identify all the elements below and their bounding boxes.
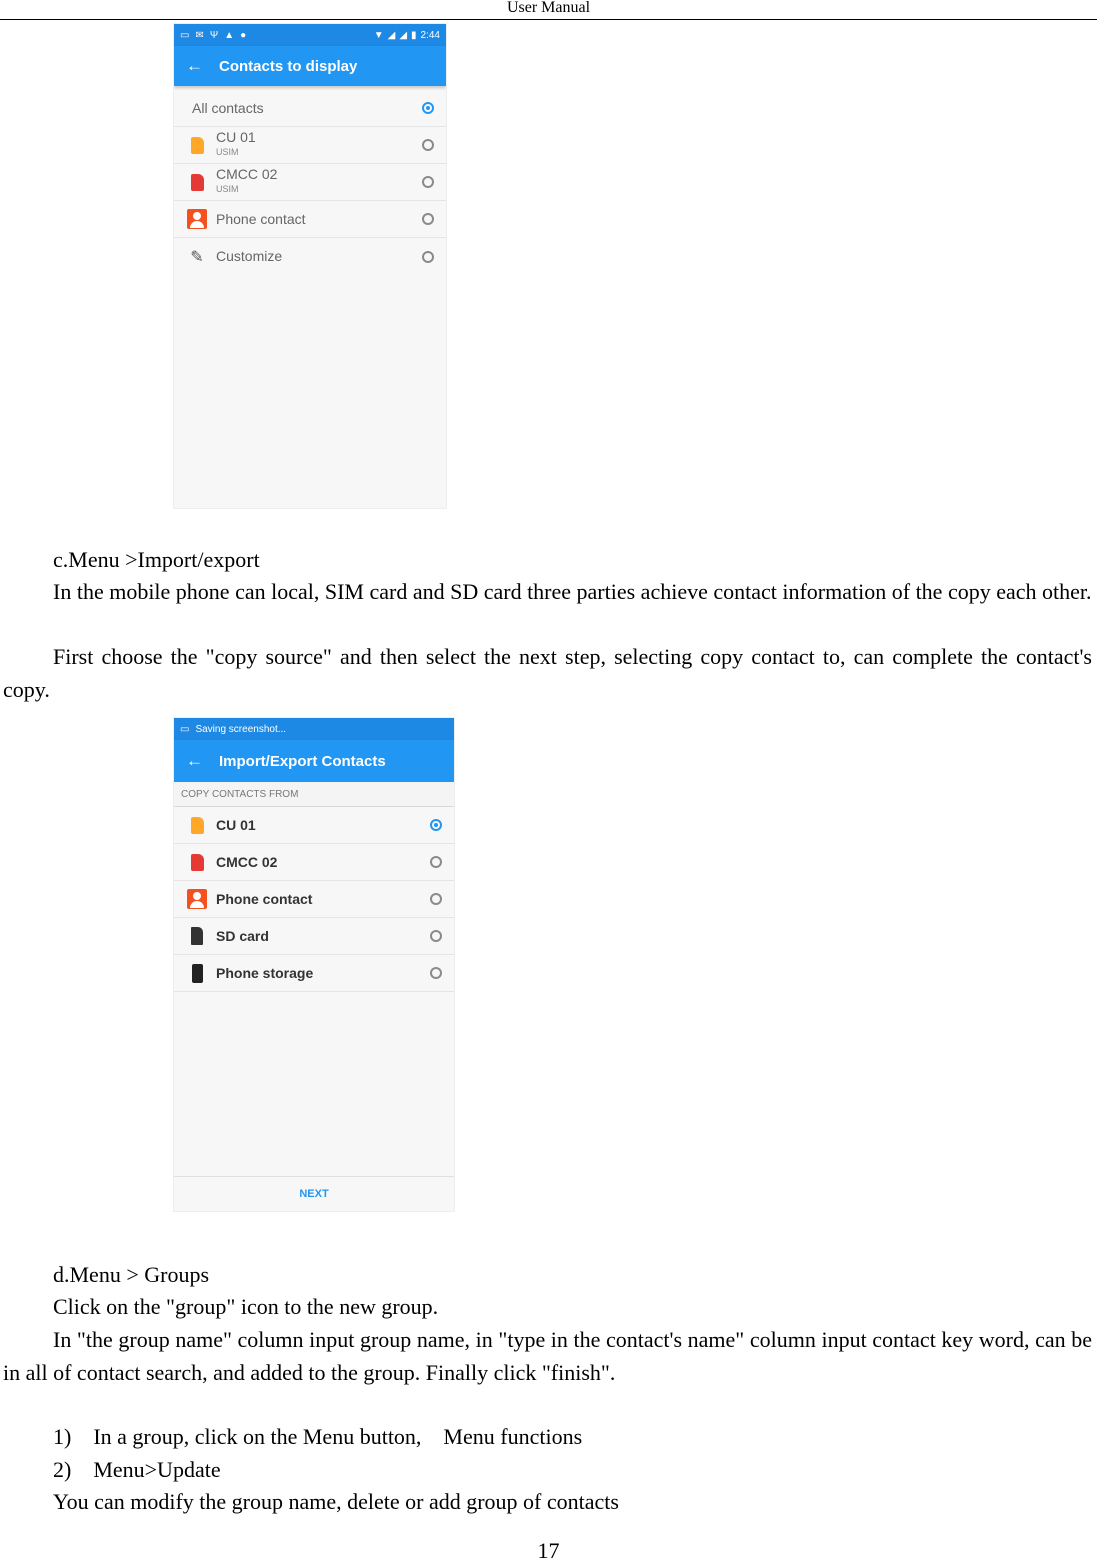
status-time: 2:44: [420, 29, 440, 41]
option-sublabel: USIM: [216, 147, 239, 157]
import-export-screenshot: [174, 718, 454, 1211]
radio-icon[interactable]: [422, 139, 434, 151]
radio-icon[interactable]: [430, 893, 442, 905]
signal-icon-2: ◢: [399, 29, 408, 41]
sim-orange-icon: [186, 814, 208, 836]
radio-icon[interactable]: [422, 176, 434, 188]
option-label: CU 01: [216, 129, 256, 145]
option-text: [216, 168, 422, 196]
usb-icon: Ψ: [209, 29, 219, 41]
option-text: [216, 131, 422, 159]
phone-storage-icon: [186, 962, 208, 984]
screen-title: Import/Export Contacts: [219, 752, 386, 770]
source-sd-card[interactable]: [174, 918, 454, 955]
running-header: [0, 0, 1097, 20]
signal-icon: ◢: [387, 29, 396, 41]
radio-icon[interactable]: [430, 856, 442, 868]
option-sublabel: USIM: [216, 184, 239, 194]
option-label: CMCC 02: [216, 166, 278, 182]
source-label: CU 01: [216, 816, 256, 833]
back-arrow-icon[interactable]: ←: [186, 56, 203, 75]
screenshot-icon: ▭: [180, 723, 190, 735]
option-customize[interactable]: [174, 238, 446, 275]
location-icon: ●: [240, 29, 247, 41]
person-icon: [186, 208, 208, 230]
section-d-paragraph-1: Click on the "group" icon to the new group.: [53, 1294, 439, 1319]
option-label: Customize: [216, 248, 283, 264]
radio-icon[interactable]: [430, 967, 442, 979]
copy-from-label: COPY CONTACTS FROM: [174, 782, 454, 807]
option-label: Phone contact: [216, 210, 306, 227]
screen-title: Contacts to display: [219, 57, 358, 75]
section-c-paragraph-2: First choose the "copy source" and then select the next step, selecting copy contact to, can complete the contact's copy.: [3, 644, 1092, 702]
source-label: CMCC 02: [216, 853, 278, 870]
next-button[interactable]: NEXT: [174, 1176, 454, 1211]
source-cmcc02[interactable]: [174, 844, 454, 881]
source-phone-storage[interactable]: [174, 955, 454, 992]
radio-selected-icon[interactable]: [422, 102, 434, 114]
warning-icon: ▲: [224, 29, 235, 41]
section-d-paragraph-2: In "the group name" column input group name, in "type in the contact's name" column input contact key word, can be in all of contact search, and added to the group. Finally click "finish".: [3, 1327, 1092, 1385]
option-cu01[interactable]: [174, 127, 446, 164]
back-arrow-icon[interactable]: ←: [186, 751, 203, 770]
contacts-to-display-screenshot: [174, 24, 446, 508]
section-d-list-item-1: 1) In a group, click on the Menu button, Menu functions: [53, 1424, 583, 1449]
section-c-heading: c.Menu >Import/export: [53, 547, 260, 572]
source-cu01[interactable]: [174, 807, 454, 844]
section-c-paragraph-1: In the mobile phone can local, SIM card and SD card three parties achieve contact information of the copy each other.: [53, 579, 1092, 604]
source-phone-contact[interactable]: [174, 881, 454, 918]
option-all-contacts[interactable]: [174, 90, 446, 127]
header-title: User Manual: [506, 0, 591, 16]
battery-icon: ▮: [411, 29, 417, 41]
radio-selected-icon[interactable]: [430, 819, 442, 831]
source-label: Phone storage: [216, 964, 314, 981]
option-phone-contact[interactable]: [174, 201, 446, 238]
status-bar: [174, 24, 446, 46]
option-cmcc02[interactable]: [174, 164, 446, 201]
person-icon: [186, 888, 208, 910]
status-bar: [174, 718, 454, 740]
section-d-paragraph-3: You can modify the group name, delete or add group of contacts: [53, 1489, 619, 1514]
section-d-heading: d.Menu > Groups: [53, 1262, 210, 1287]
sim-orange-icon: [186, 134, 208, 156]
sim-red-icon: [186, 851, 208, 873]
radio-icon[interactable]: [430, 930, 442, 942]
app-bar: [174, 740, 454, 782]
status-text: Saving screenshot...: [195, 723, 287, 735]
source-label: Phone contact: [216, 890, 313, 907]
app-bar: [174, 46, 446, 86]
radio-icon[interactable]: [422, 213, 434, 225]
source-label: SD card: [216, 927, 269, 944]
radio-icon[interactable]: [422, 251, 434, 263]
option-label: All contacts: [192, 99, 264, 116]
page-number: 17: [537, 1538, 560, 1563]
wrench-icon: ✎: [190, 248, 204, 266]
section-d-list-item-2: 2) Menu>Update: [53, 1457, 221, 1482]
sd-card-icon: [186, 925, 208, 947]
mail-icon: ✉: [195, 29, 204, 41]
wifi-icon: ▼: [373, 29, 384, 41]
sim-red-icon: [186, 171, 208, 193]
notification-icon: ▭: [180, 29, 190, 41]
